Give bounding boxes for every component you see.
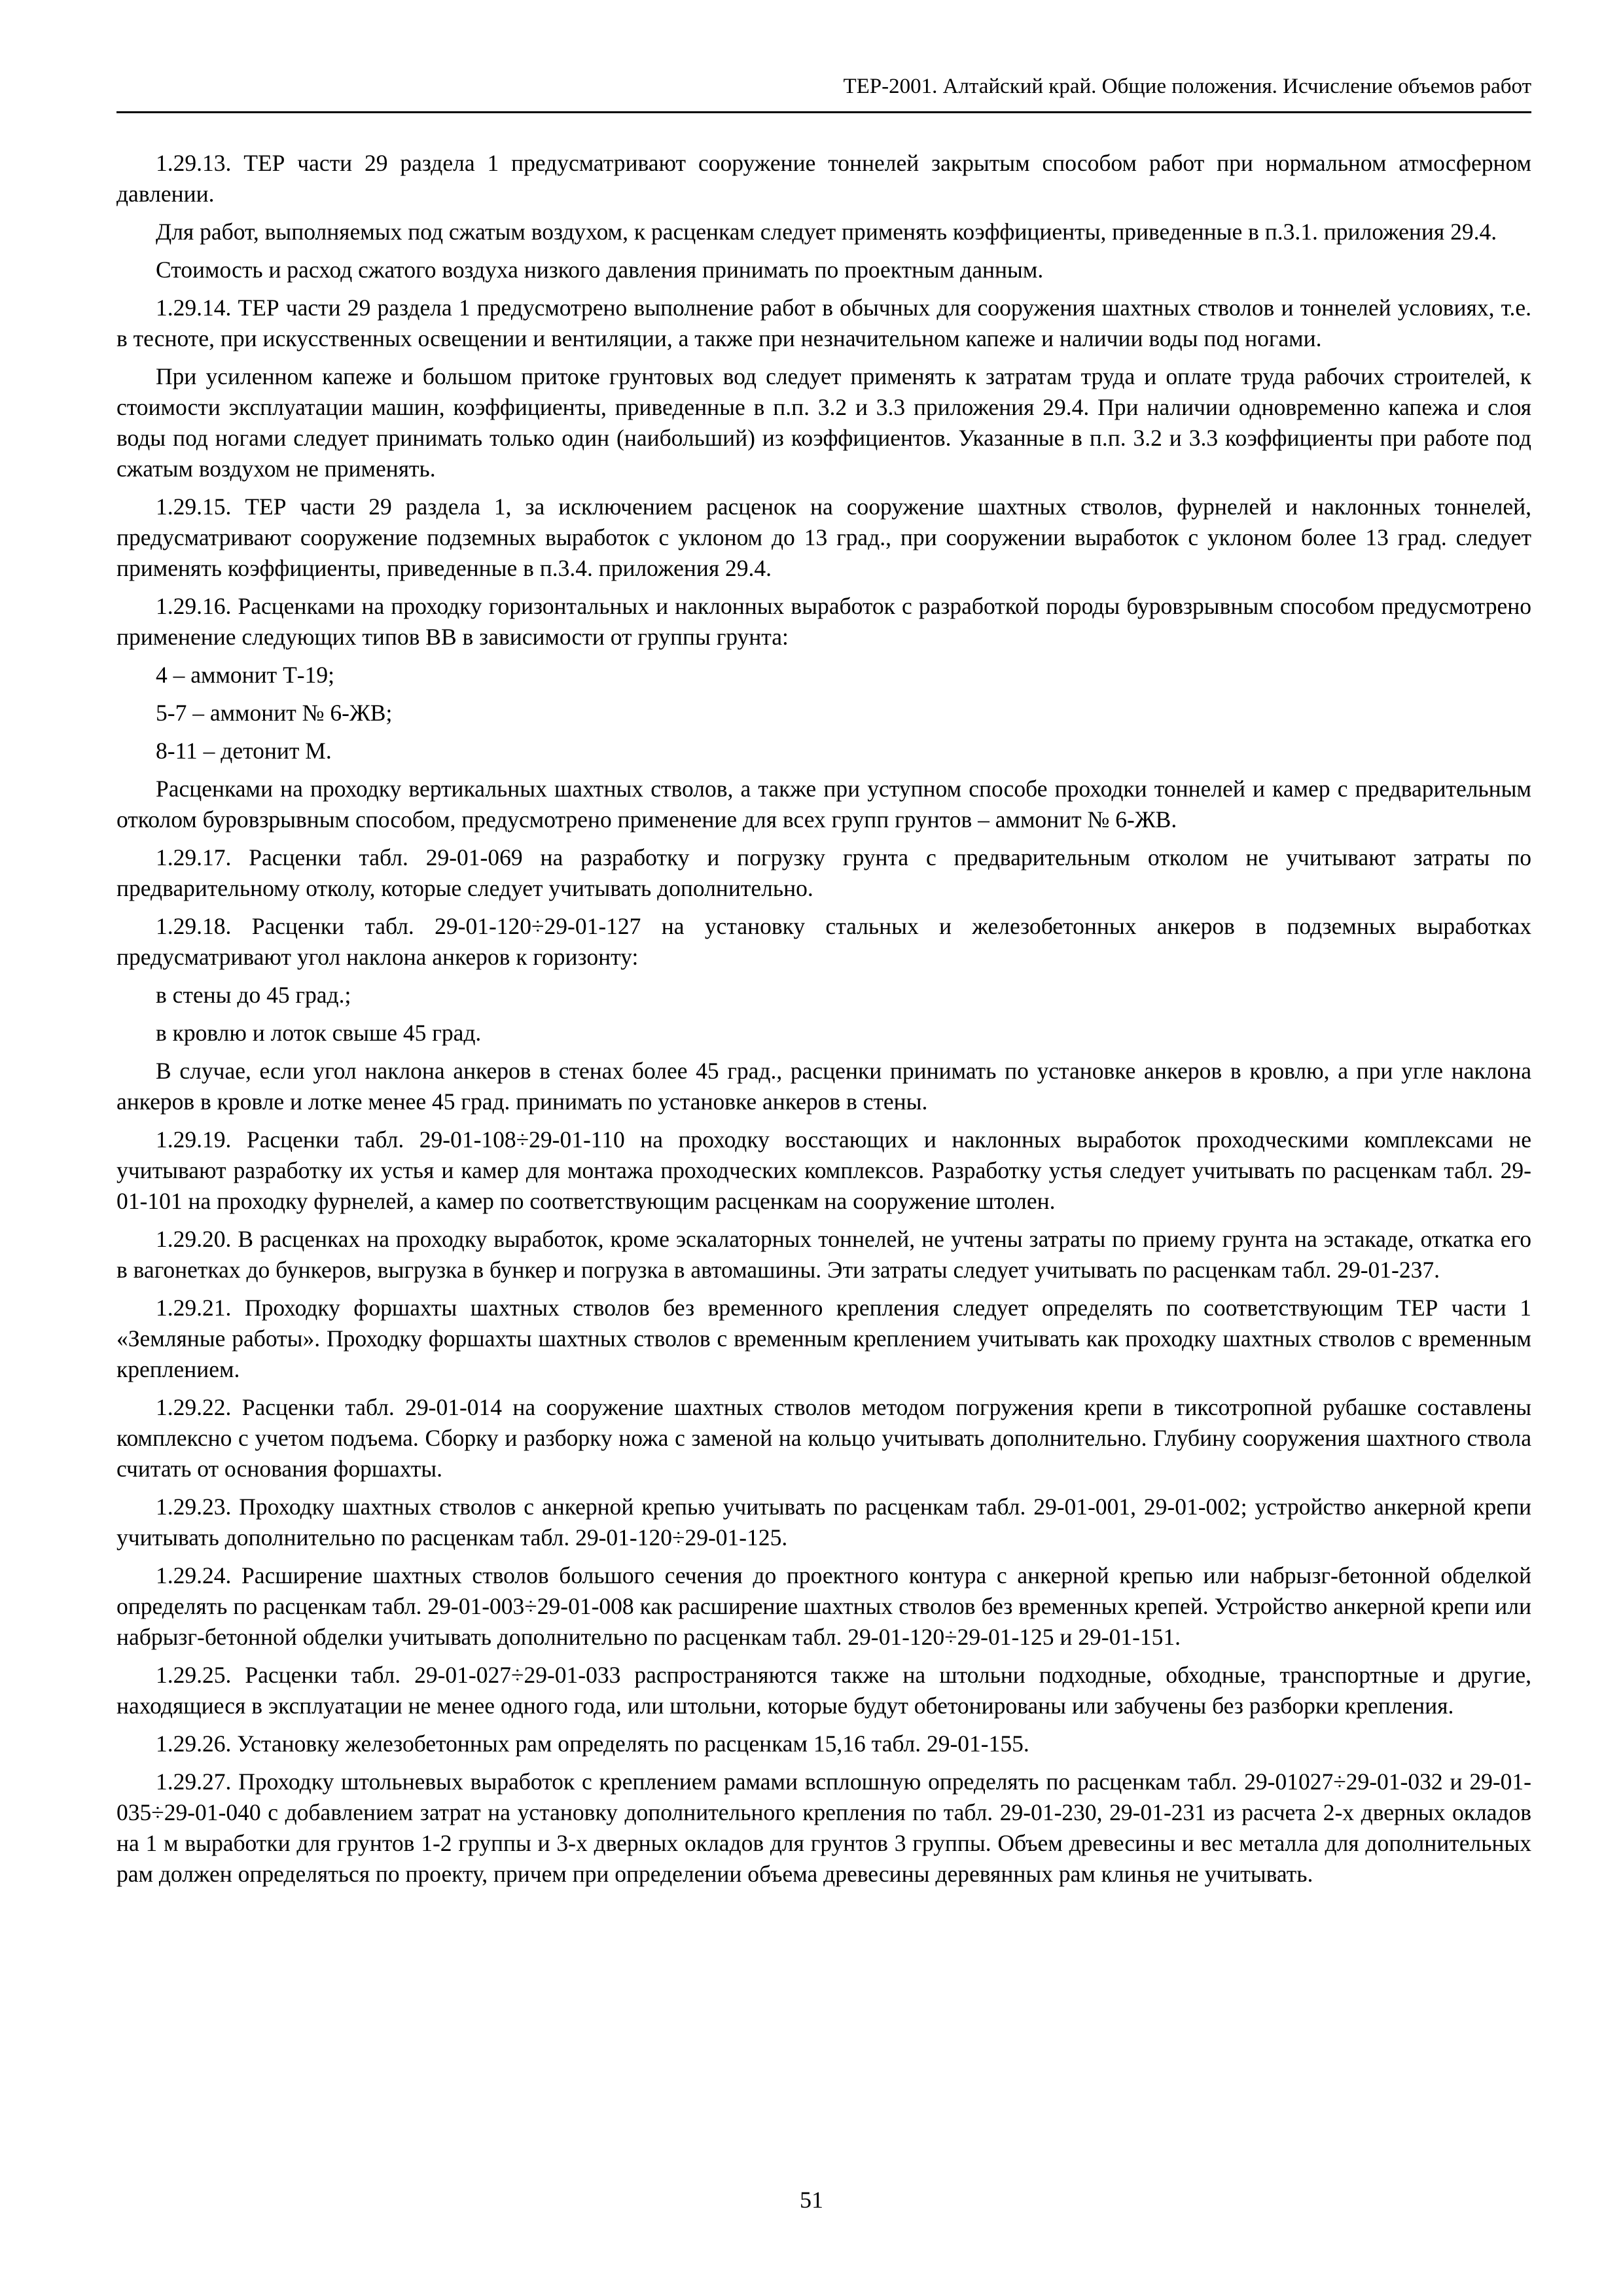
paragraph: 1.29.24. Расширение шахтных стволов большого сечения до проектного контура с анкерной крепью или набрызг-бетонной обделкой определять по расценкам табл. 29-01-003÷29-01-008 как расширение шахтных стволов без временных крепей. Устройство анкерной крепи или набрызг-бетонной обделки учитывать дополнительно по расценкам табл. 29-01-120÷29-01-125 и 29-01-151. [116,1562,1531,1650]
list-item: 5-7 – аммонит № 6-ЖВ; [156,700,393,726]
paragraph: Для работ, выполняемых под сжатым воздухом, к расценкам следует применять коэффициенты, приведенные в п.3.1. приложения 29.4. [156,219,1497,245]
paragraph: 1.29.20. В расценках на проходку выработок, кроме эскалаторных тоннелей, не учтены затраты по приему грунта на эстакаде, откатка его в вагонетках до бункеров, выгрузка в бункер и погрузка в автомашины. Эти затраты следует учитывать по расценкам табл. 29-01-237. [116,1226,1531,1283]
list-item: в стены до 45 град.; [156,982,351,1008]
paragraph: Расценками на проходку вертикальных шахтных стволов, а также при уступном способе проходки тоннелей и камер с предварительным отколом буровзрывным способом, предусмотрено применение для всех групп грунтов – аммонит № 6-ЖВ. [116,776,1531,833]
list-item: в кровлю и лоток свыше 45 град. [156,1020,482,1046]
paragraph: При усиленном капеже и большом притоке грунтовых вод следует применять к затратам труда и оплате труда рабочих строителей, к стоимости эксплуатации машин, коэффициенты, приведенные в п.п. 3.2 и 3.3 приложения 29.4. При наличии одновременно капежа и слоя воды под ногами следует принимать только один (наибольший) из коэффициентов. Указанные в п.п. 3.2 и 3.3 коэффициенты при работе под сжатым воздухом не применять. [116,363,1531,482]
paragraph: 1.29.13. ТЕР части 29 раздела 1 предусматривают сооружение тоннелей закрытым способом работ при нормальном атмосферном давлении. [116,150,1531,207]
document-body [116,148,1531,1897]
paragraph: 1.29.17. Расценки табл. 29-01-069 на разработку и погрузку грунта с предварительным отколом не учитывают затраты по предварительному отколу, которые следует учитывать дополнительно. [116,844,1531,901]
paragraph: 1.29.22. Расценки табл. 29-01-014 на сооружение шахтных стволов методом погружения крепи в тиксотропной рубашке составлены комплексно с учетом подъема. Сборку и разборку ножа с заменой на кольцо учитывать дополнительно. Глубину сооружения шахтного ствола считать от основания форшахты. [116,1394,1531,1482]
list-item: 8-11 – детонит М. [156,738,332,764]
paragraph: 1.29.15. ТЕР части 29 раздела 1, за исключением расценок на сооружение шахтных стволов, фурнелей и наклонных тоннелей, предусматривают сооружение подземных выработок с уклоном до 13 град., при сооружении выработок с уклоном более 13 град. следует применять коэффициенты, приведенные в п.3.4. приложения 29.4. [116,493,1531,581]
paragraph: В случае, если угол наклона анкеров в стенах более 45 град., расценки принимать по установке анкеров в кровлю, а при угле наклона анкеров в кровле и лотке менее 45 град. принимать по установке анкеров в стены. [116,1058,1531,1115]
paragraph: 1.29.19. Расценки табл. 29-01-108÷29-01-110 на проходку восстающих и наклонных выработок проходческими комплексами не учитывают разработку их устья и камер для монтажа проходческих комплексов. Разработку устья следует учитывать по расценкам табл. 29-01-101 на проходку фурнелей, а камер по соответствующим расценкам на сооружение штолен. [116,1126,1531,1214]
list-item: 4 – аммонит Т-19; [156,662,334,688]
paragraph: 1.29.27. Проходку штольневых выработок с креплением рамами всплошную определять по расценкам табл. 29-01027÷29-01-032 и 29-01-035÷29-01-040 с добавлением затрат на установку дополнительного крепления по табл. 29-01-230, 29-01-231 из расчета 2-х дверных окладов на 1 м выработки для грунтов 1-2 группы и 3-х дверных окладов для грунтов 3 группы. Объем древесины и вес металла для дополнительных рам должен определяться по проекту, причем при определении объема древесины деревянных рам клинья не учитывать. [116,1768,1531,1887]
paragraph: Стоимость и расход сжатого воздуха низкого давления принимать по проектным данным. [156,257,1044,283]
paragraph: 1.29.26. Установку железобетонных рам определять по расценкам 15,16 табл. 29-01-155. [156,1731,1029,1757]
header-title: ТЕР-2001. Алтайский край. Общие положения. Исчисление объемов работ [843,75,1531,98]
paragraph: 1.29.25. Расценки табл. 29-01-027÷29-01-033 распространяются также на штольни подходные, обходные, транспортные и другие, находящиеся в эксплуатации не менее одного года, или штольни, которые будут обетонированы или забучены без разборки крепления. [116,1662,1531,1719]
paragraph: 1.29.21. Проходку форшахты шахтных стволов без временного крепления следует определять по соответствующим ТЕР части 1 «Земляные работы». Проходку форшахты шахтных стволов с временным креплением учитывать как проходку шахтных стволов с временным креплением. [116,1295,1531,1382]
paragraph: 1.29.18. Расценки табл. 29-01-120÷29-01-127 на установку стальных и железобетонных анкеров в подземных выработках предусматривают угол наклона анкеров к горизонту: [116,913,1531,970]
paragraph: 1.29.16. Расценками на проходку горизонтальных и наклонных выработок с разработкой породы буровзрывным способом предусмотрено применение следующих типов ВВ в зависимости от группы грунта: [116,593,1531,650]
paragraph: 1.29.23. Проходку шахтных стволов с анкерной крепью учитывать по расценкам табл. 29-01-001, 29-01-002; устройство анкерной крепи учитывать дополнительно по расценкам табл. 29-01-120÷29-01-125. [116,1494,1531,1551]
paragraph: 1.29.14. ТЕР части 29 раздела 1 предусмотрено выполнение работ в обычных для сооружения шахтных стволов и тоннелей условиях, т.е. в тесноте, при искусственных освещении и вентиляции, а также при незначительном капеже и наличии воды под ногами. [116,295,1531,351]
page-number: 51 [800,2187,823,2213]
running-header [116,68,1531,113]
